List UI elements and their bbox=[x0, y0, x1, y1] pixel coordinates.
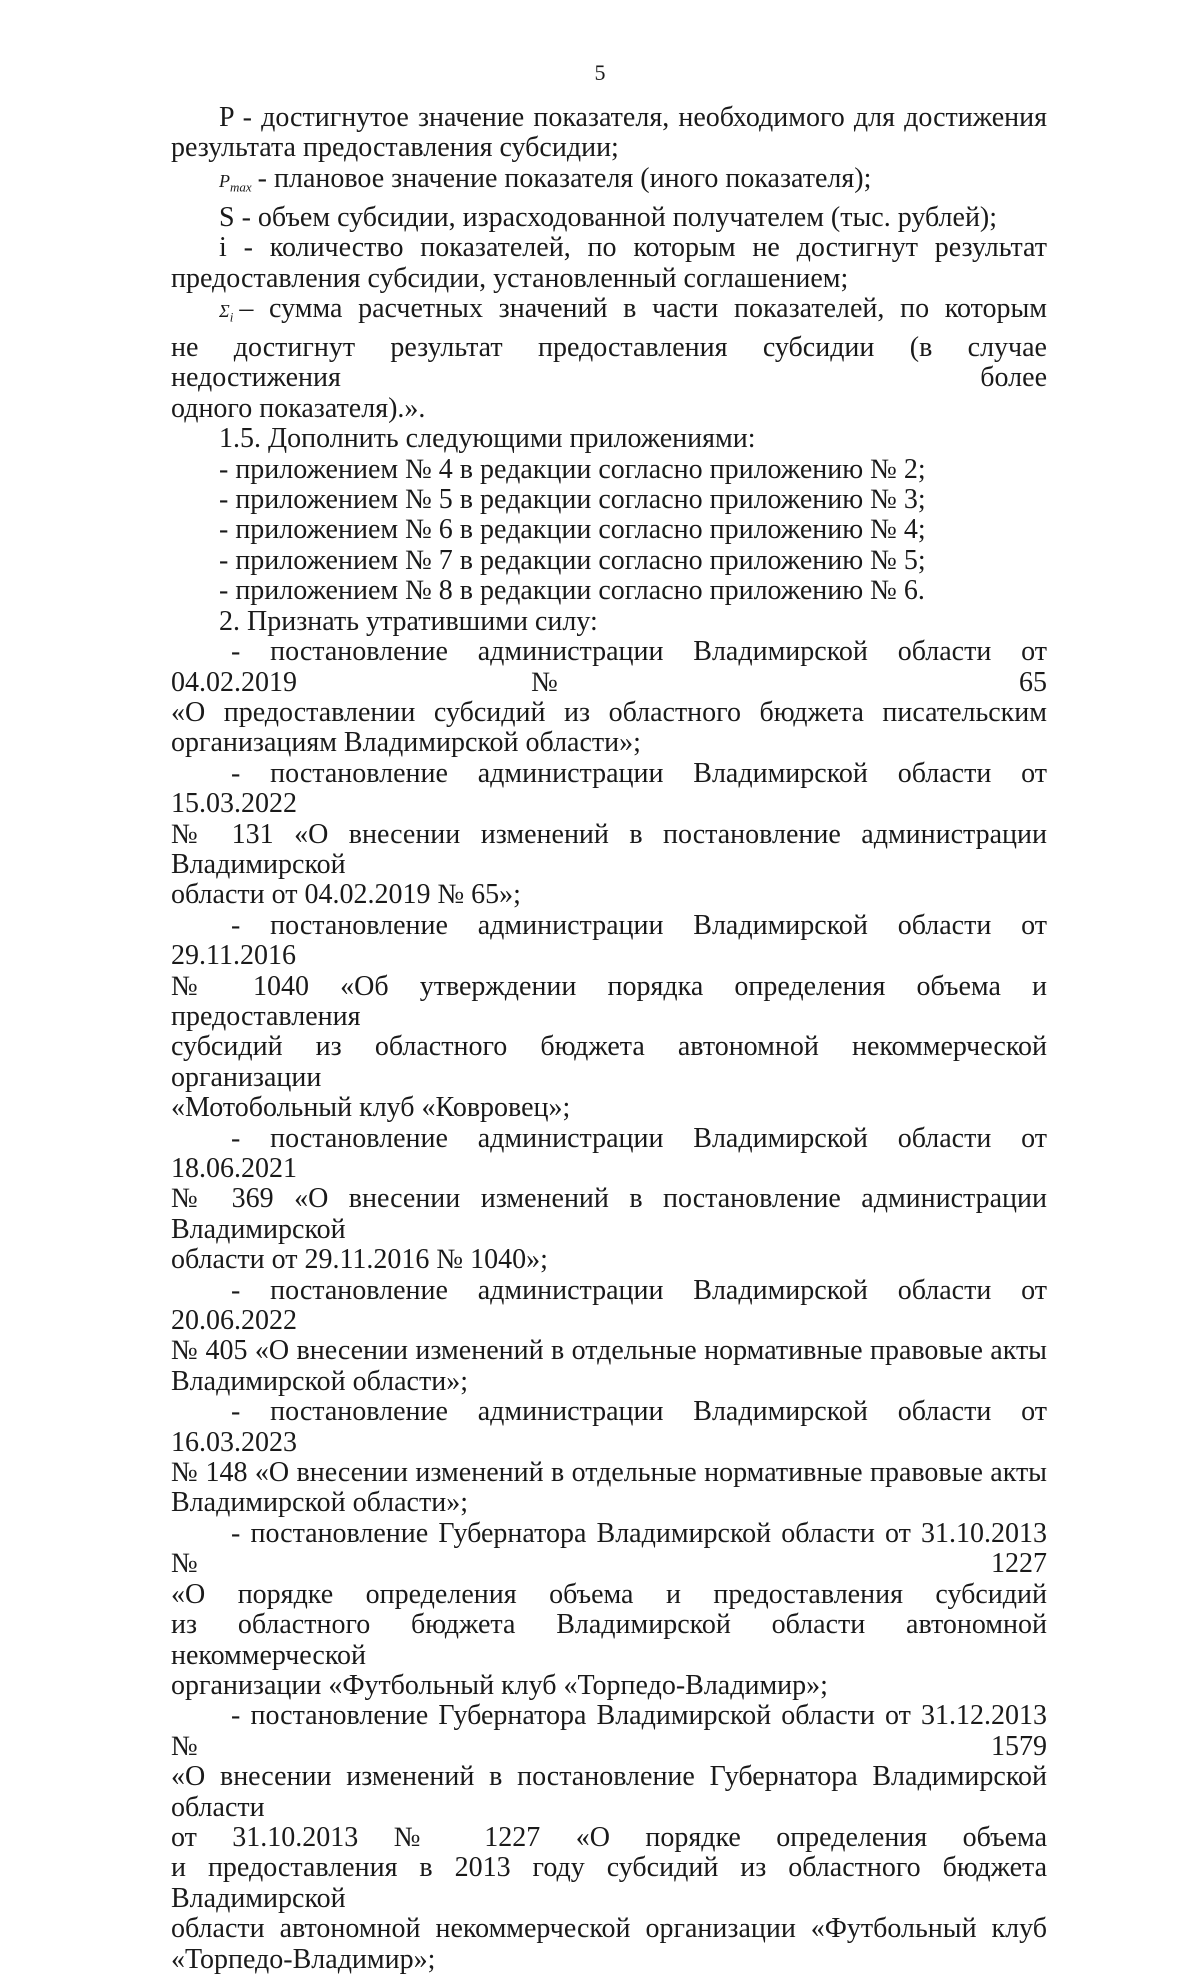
repealed-act-line: - постановление администрации Владимирской области от 18.06.2021 bbox=[171, 1122, 1047, 1184]
repealed-act-line: № 405 «О внесении изменений в отдельные нормативные правовые акты bbox=[171, 1335, 1047, 1367]
repealed-act-line: организациям Владимирской области»; bbox=[171, 727, 641, 759]
repealed-act-line: Владимирской области»; bbox=[171, 1365, 468, 1397]
appendix-item: - приложением № 6 в редакции согласно приложению № 4; bbox=[219, 514, 926, 546]
legend-sum-text: – сумма расчетных значений в части показателей, по которым bbox=[239, 293, 1047, 325]
pmax-symbol: $P_{max}$ bbox=[219, 170, 252, 195]
repealed-act-line: № 148 «О внесении изменений в отдельные нормативные правовые акты bbox=[171, 1457, 1047, 1489]
section-1-5-heading: 1.5. Дополнить следующими приложениями: bbox=[219, 423, 756, 455]
document-body bbox=[171, 103, 1047, 1975]
appendix-item: - приложением № 5 в редакции согласно приложению № 3; bbox=[219, 484, 926, 516]
legend-s-line: S - объем субсидии, израсходованной получателем (тыс. рублей); bbox=[219, 201, 998, 233]
repealed-act-line: Владимирской области»; bbox=[171, 1487, 468, 1519]
repealed-act-line: - постановление администрации Владимирской области от 15.03.2022 bbox=[171, 757, 1047, 820]
section-2-heading: 2. Признать утратившими силу: bbox=[219, 605, 598, 637]
page-number: 5 bbox=[594, 60, 606, 85]
legend-sum-line2: не достигнут результат предоставления субсидии (в случае недостижения более bbox=[171, 332, 1047, 394]
repealed-act-line: от 31.10.2013 № 1227 «О порядке определения объема bbox=[171, 1821, 1047, 1853]
legend-i-line2: предоставления субсидии, установленный соглашением; bbox=[171, 262, 849, 294]
repealed-act-line: № 131 «О внесении изменений в постановление администрации Владимирской bbox=[171, 818, 1047, 880]
repealed-act-line: - постановление администрации Владимирской области от 04.02.2019 № 65 bbox=[171, 636, 1047, 698]
repealed-act-line: № 1040 «Об утверждении порядка определения объема и предоставления bbox=[171, 970, 1047, 1032]
legend-p-line1: P - достигнутое значение показателя, необходимого для достижения bbox=[219, 102, 1047, 133]
legend-sum-line1 bbox=[171, 294, 1047, 333]
legend-i-line1: i - количество показателей, по которым не достигнут результат bbox=[219, 232, 1047, 264]
appendix-item: - приложением № 7 в редакции согласно приложению № 5; bbox=[219, 544, 926, 576]
legend-sum-line3: одного показателя).». bbox=[171, 392, 426, 424]
repealed-act-line: - постановление Губернатора Владимирской области от 31.12.2013 № 1579 bbox=[171, 1700, 1047, 1762]
legend-pmax bbox=[171, 164, 1047, 203]
repealed-act-line: - постановление администрации Владимирской области от 20.06.2022 bbox=[171, 1274, 1047, 1337]
sum-symbol: $\Sigma_i$ bbox=[219, 301, 234, 325]
repealed-act-line: и предоставления в 2013 году субсидий из областного бюджета Владимирской bbox=[171, 1852, 1047, 1914]
repealed-act-line: - постановление администрации Владимирской области от 29.11.2016 bbox=[171, 909, 1047, 972]
repealed-act-line: «О порядке определения объема и предоставления субсидий bbox=[171, 1578, 1047, 1610]
repealed-act-line: «Торпедо-Владимир»; bbox=[171, 1943, 436, 1975]
repealed-act-line: № 369 «О внесении изменений в постановление администрации Владимирской bbox=[171, 1183, 1047, 1245]
repealed-act-line: - постановление Губернатора Владимирской области от 31.10.2013 № 1227 bbox=[171, 1517, 1047, 1580]
legend-pmax-text: - плановое значение показателя (иного показателя); bbox=[257, 162, 872, 194]
repealed-act-line: из областного бюджета Владимирской области автономной некоммерческой bbox=[171, 1609, 1047, 1671]
repealed-act-line: - постановление администрации Владимирской области от 16.03.2023 bbox=[171, 1396, 1047, 1458]
appendix-item: - приложением № 4 в редакции согласно приложению № 2; bbox=[219, 453, 926, 485]
repealed-act-line: области автономной некоммерческой организации «Футбольный клуб bbox=[171, 1913, 1047, 1945]
repealed-act-line: области от 29.11.2016 № 1040»; bbox=[171, 1244, 548, 1276]
repealed-act-line: «О внесении изменений в постановление Губернатора Владимирской области bbox=[171, 1761, 1047, 1823]
repealed-act-line: области от 04.02.2019 № 65»; bbox=[171, 879, 521, 911]
repealed-act-line: организации «Футбольный клуб «Торпедо-Владимир»; bbox=[171, 1669, 828, 1701]
legend-p-line2: результата предоставления субсидии; bbox=[171, 132, 619, 164]
repealed-act-line: «Мотобольный клуб «Ковровец»; bbox=[171, 1092, 571, 1124]
appendix-item: - приложением № 8 в редакции согласно приложению № 6. bbox=[219, 575, 925, 607]
repealed-act-line: «О предоставлении субсидий из областного бюджета писательским bbox=[171, 696, 1047, 728]
repealed-act-line: субсидий из областного бюджета автономной некоммерческой организации bbox=[171, 1031, 1047, 1093]
